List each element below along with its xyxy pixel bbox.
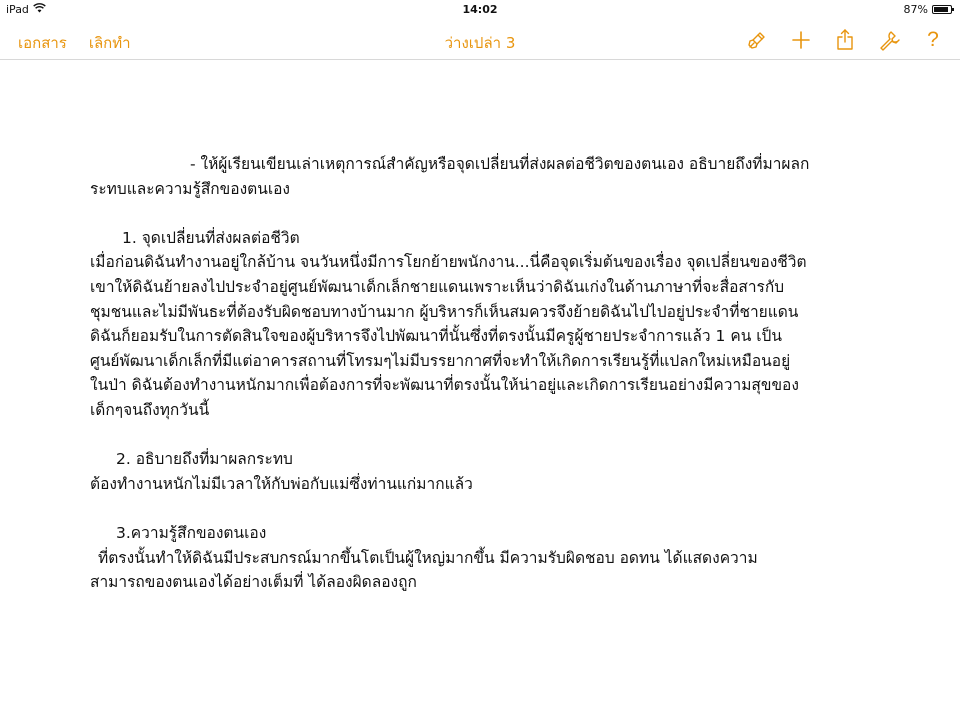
wrench-icon[interactable] bbox=[876, 28, 902, 52]
help-icon[interactable] bbox=[920, 28, 946, 52]
documents-button[interactable]: เอกสาร bbox=[18, 34, 67, 52]
intro-paragraph bbox=[90, 152, 880, 201]
battery-percent: 87% bbox=[903, 3, 928, 16]
clock: 14:02 bbox=[462, 3, 498, 16]
plus-icon[interactable] bbox=[788, 28, 814, 52]
status-right bbox=[904, 3, 952, 16]
text-line: เขาให้ดิฉันย้ายลงไปประจำอยู่ศูนย์พัฒนาเด็กเล็กชายแดนเพราะเห็นว่าดิฉันเก่งในด้านภาษาที่จะสื่อสารกับ bbox=[90, 277, 785, 296]
blank-line bbox=[90, 201, 880, 226]
device-label: iPad bbox=[6, 3, 29, 16]
text-line: ดิฉันก็ยอมรับในการตัดสินใจของผู้บริหารจึงไปพัฒนาที่นั้นซึ่งที่ตรงนั้นมีครูผู้ชายประจำการแล้ว 1 คน เป็น bbox=[90, 327, 782, 346]
section-heading: 1. จุดเปลี่ยนที่ส่งผลต่อชีวิต bbox=[122, 228, 300, 247]
status-bar bbox=[0, 0, 960, 20]
share-icon[interactable] bbox=[832, 28, 858, 52]
toolbar-left bbox=[18, 31, 131, 55]
text-line: สามารถของตนเองได้อย่างเต็มที่ ได้ลองผิดลองถูก bbox=[90, 573, 417, 592]
section-3 bbox=[90, 521, 880, 595]
section-heading: 3.ความรู้สึกของตนเอง bbox=[116, 523, 267, 542]
document-title[interactable]: ว่างเปล่า 3 bbox=[444, 34, 516, 52]
text-line: ระทบและความรู้สึกของตนเอง bbox=[90, 179, 290, 198]
text-line: ชุมชนและไม่มีพันธะที่ต้องรับผิดชอบทางบ้านมาก ผู้บริหารก็เห็นสมควรจึงย้ายดิฉันไปไปอยู่ประจำที่ชายแดน bbox=[90, 302, 799, 321]
help-glyph: ? bbox=[927, 28, 939, 51]
section-2 bbox=[90, 447, 880, 496]
section-1 bbox=[90, 226, 880, 423]
battery-icon bbox=[932, 5, 952, 14]
text-line: ศูนย์พัฒนาเด็กเล็กที่มีแต่อาคารสถานที่โทรมๆไม่มีบรรยากาศที่จะทำให้เกิดการเรียนรู้ที่แปลกใหม่เหมือนอยู่ bbox=[90, 351, 791, 370]
text-line: ต้องทำงานหนักไม่มีเวลาให้กับพ่อกับแม่ซึ่งท่านแก่มากแล้ว bbox=[90, 474, 473, 493]
brush-icon[interactable] bbox=[744, 28, 770, 52]
document-body[interactable] bbox=[90, 152, 880, 595]
text-line: ที่ตรงนั้นทำให้ดิฉันมีประสบกรณ์มากขึ้นโตเป็นผู้ใหญ่มากขึ้น มีความรับผิดชอบ อดทน ได้แสดงความ bbox=[98, 548, 758, 567]
toolbar bbox=[0, 20, 960, 60]
blank-line bbox=[90, 423, 880, 448]
blank-line bbox=[90, 496, 880, 521]
toolbar-right bbox=[744, 28, 946, 52]
text-line: เมื่อก่อนดิฉันทำงานอยู่ใกล้บ้าน จนวันหนึ่งมีการโยกย้ายพนักงาน...นี่คือจุดเริ่มต้นของเรื่อง จุดเปลี่ยนของชีวิต bbox=[90, 253, 807, 272]
battery-fill bbox=[934, 7, 948, 12]
section-heading: 2. อธิบายถึงที่มาผลกระทบ bbox=[116, 450, 293, 469]
text-line: - ให้ผู้เรียนเขียนเล่าเหตุการณ์สำคัญหรือจุดเปลี่ยนที่ส่งผลต่อชีวิตของตนเอง อธิบายถึงที่มาผลก bbox=[190, 155, 810, 173]
battery-nub bbox=[952, 8, 954, 11]
text-line: เด็กๆจนถึงทุกวันนี้ bbox=[90, 400, 210, 419]
undo-button[interactable]: เลิกทำ bbox=[88, 34, 131, 52]
text-line: ในป่า ดิฉันต้องทำงานหนักมากเพื่อต้องการที่จะพัฒนาที่ตรงนั้นให้น่าอยู่และเกิดการเรียนอย่างมีความสุขของ bbox=[90, 376, 799, 395]
